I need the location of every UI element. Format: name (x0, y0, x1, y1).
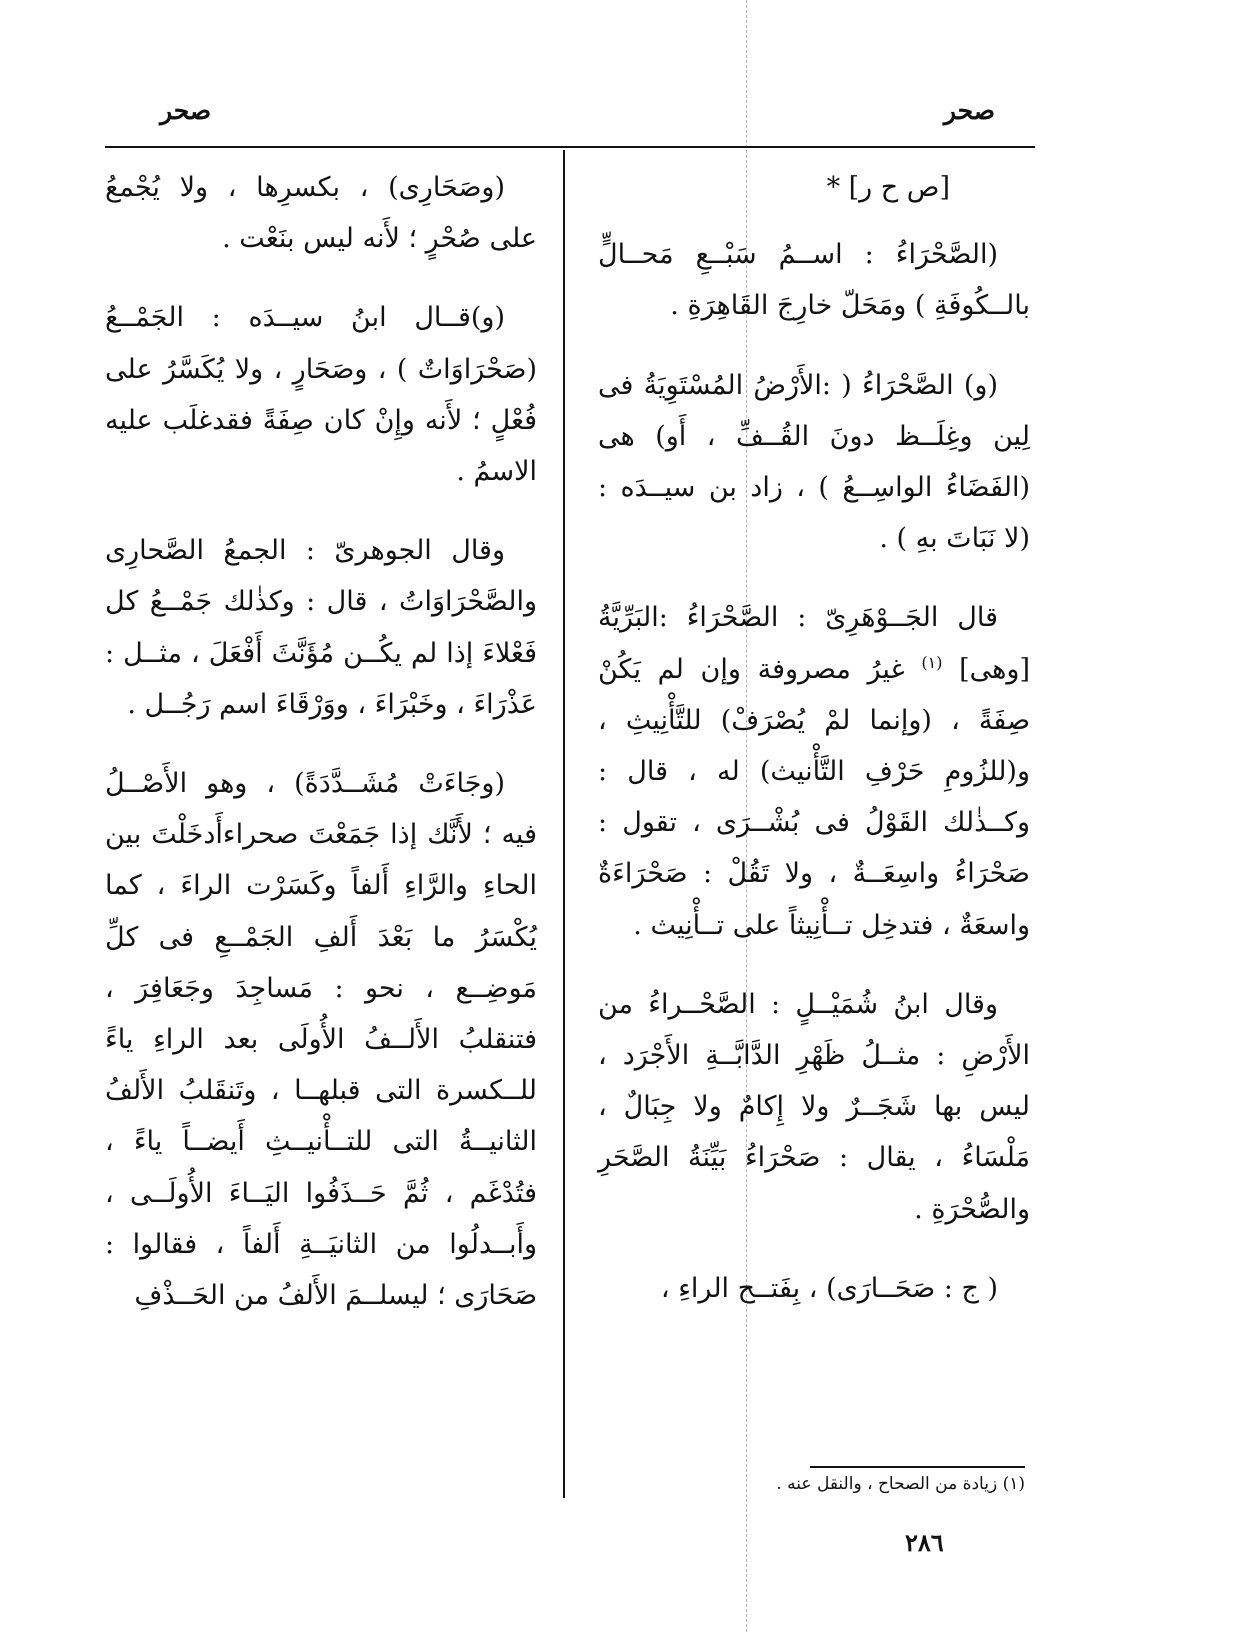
paragraph: ( ج : صَحَــارَى) ، بِفَتــح الراءِ ، (660, 1272, 998, 1304)
footnote-marker: (١) (921, 652, 943, 672)
paragraph (598, 592, 1030, 950)
left-column (105, 162, 537, 1349)
footnote-rule (810, 1466, 1025, 1468)
paragraph: وقال الجوهرىّ : الجمعُ الصَّحارِى والصَّحْرَاوَاتُ ، قال : وكذٰلك جَمْــعُ كل فَعْلاءَ إذا لم يكُــن مُؤَنَّثَ أَفْعَلَ ، مثــل : عَذْرَاءَ ، وخَبْرَاءَ ، ووَرْقَاءَ اسم رَجُــل . (105, 535, 537, 720)
paragraph: (و)قــال ابنُ سيــدَه : الجَمْــعُ (صَحْرَاوَاتٌ ) ، وصَحَارٍ ، ولا يُكَسَّرُ على فُعْلٍ ؛ لأَنه وإِنْ كان صِفَةً فقدغلَب عليه الاسمُ . (105, 302, 537, 488)
paragraph: (و) الصَّحْرَاءُ ( :الأَرْضُ المُسْتَوِيَةُ فى لِين وغِلَــظ دونَ القُــفِّ ، أَو) هى (الفَضَاءُ الواسِــعُ ) ، زاد بن سيــدَه : (لا نَبَاتَ بهِ ) . (598, 369, 1030, 555)
right-column (598, 162, 1030, 1342)
paragraph: وقال ابنُ شُمَيْــلٍ : الصَّحْــراءُ من الأَرْضِ : مثــلُ ظَهْرِ الدَّابَّــةِ الأَجْرَد ، ليس بها شَجَــرٌ ولا إِكامٌ ولا جِبَالٌ ، مَلْسَاءُ ، يقال : صَحْرَاءُ بَيِّنَةُ الصَّحَرِ والصُّحْرَةِ . (598, 988, 1030, 1225)
paragraph: (وصَحَارِى) ، بكسرِها ، ولا يُجْمعُ على صُحْرٍ ؛ لأَنه ليس بنَعْت . (105, 172, 537, 255)
paragraph-text: قال الجَــوْهَرِىّ : الصَّحْرَاءُ :البَرِّيَّةُ [وهى] (598, 602, 1030, 685)
running-head-left: صحر (160, 96, 212, 125)
page-number: ٢٨٦ (905, 1528, 944, 1557)
paragraph: (الصَّحْرَاءُ : اســمُ سَبْــعِ مَحــالٍّ بالــكُوفَةِ ) ومَحَلّ خارِجَ القَاهِرَةِ . (598, 239, 1030, 322)
paragraph-text: غيرُ مصروفة وإن لم يَكُنْ صِفَةً ، (وإنما لمْ يُصْرَفْ) للتَّأْنِيثِ ، و(للزُومِ حَرْفِ التَّأْنيث) له ، قال : وكــذٰلك القَوْلُ فى بُشْــرَى ، تقول : صَحْرَاءُ واسِعَــةٌ ، ولا تَقُلْ : صَحْرَاءَةٌ واسعَةٌ ، فتدخِل تــأْنِيثاً على تــأْنِيث . (598, 653, 1030, 941)
running-head-right: صحر (943, 96, 995, 125)
header-rule (105, 146, 1035, 148)
column-divider (563, 150, 565, 1498)
footnote: (١) زيادة من الصحاح ، والنقل عنه . (776, 1474, 1025, 1494)
entry-root-code: [ص ح ر] * (826, 172, 950, 203)
paragraph: (وجَاءَتْ مُشَــدَّدَةً) ، وهو الأَصْــلُ فيه ؛ لأَنَّك إذا جَمَعْتَ صحراءأَدخَلْتَ بين الحاءِ والرَّاءِ أَلفاً وكَسَرْت الراءَ ، كما يُكْسَرُ ما بَعْدَ أَلفِ الجَمْــعِ فى كلِّ مَوضِــع ، نحو : مَساجِدَ وجَعَافِرَ ، فتنقلبُ الأَلــفُ الأُولَى بعد الراءِ ياءً للــكسرة التى قبلهــا ، وتَنقَلبُ الأَلفُ الثانيــةُ التى للتــأْنيــثِ أَيضــاً ياءً ، فتُدْغَم ، ثُمَّ حَــذَفُوا اليَــاءَ الأُولَــى ، وأَبــدلُوا من الثانيَــةِ أَلفاً ، فقالوا : صَحَارَى ؛ ليسلــمَ الأَلفُ من الحَــذْفِ (105, 768, 537, 1312)
